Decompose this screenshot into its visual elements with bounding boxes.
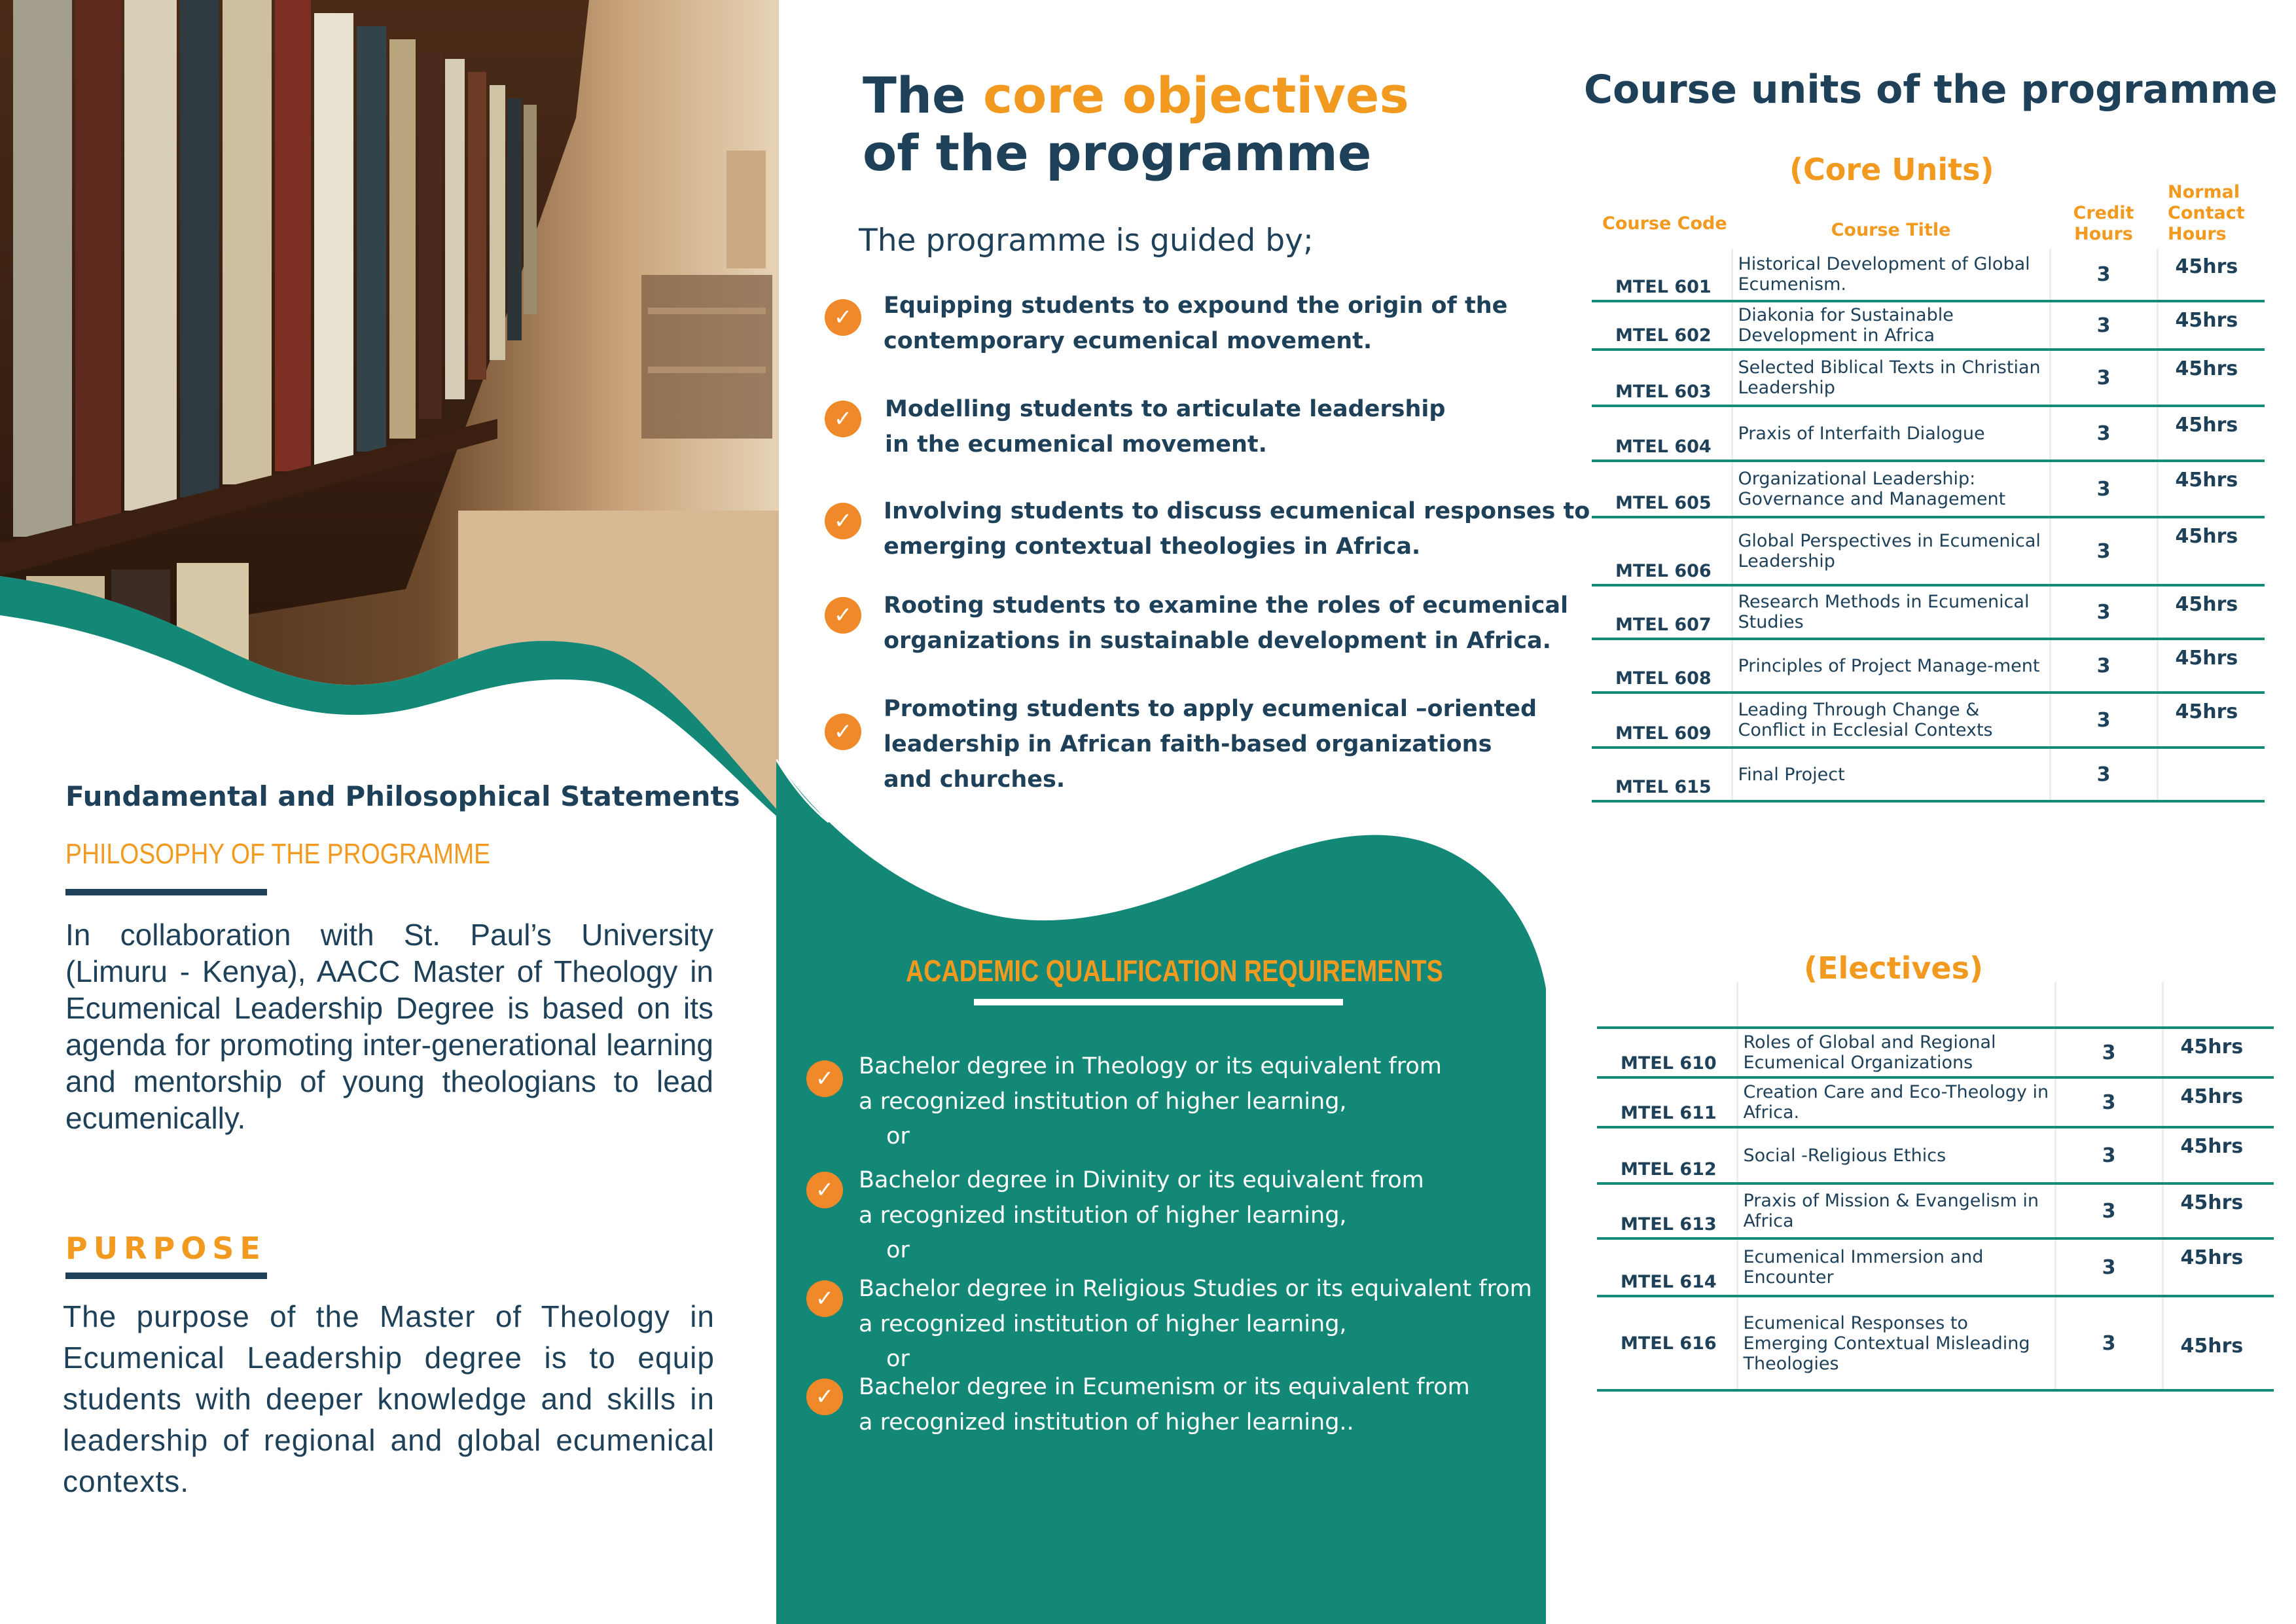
credit-hours: 3 [2050,517,2157,585]
table-row [1592,301,2265,350]
check-icon: ✓ [806,1172,843,1208]
contact-hours: 45hrs [2157,639,2265,693]
philosophy-heading: PHILOSOPHY OF THE PROGRAMME [65,838,491,870]
requirement-item: Bachelor degree in Theology or its equivalent from a recognized institution of higher learning, [859,1053,1442,1115]
requirements-underline [974,999,1343,1005]
objectives-title-line2: of the programme [863,124,1372,182]
course-code: MTEL 607 [1592,585,1732,639]
course-title: Social -Religious Ethics [1737,1127,2055,1183]
credit-hours: 3 [2050,406,2157,461]
header-course-code: Course Code [1602,213,1727,234]
credit-hours: 3 [2050,461,2157,517]
contact-hours: 45hrs [2162,1238,2274,1296]
course-code: MTEL 601 [1592,249,1732,301]
table-row [1592,585,2265,639]
course-code: MTEL 608 [1592,639,1732,693]
table-row [1592,639,2265,693]
electives-heading: (Electives) [1804,950,1984,986]
requirement-item: Bachelor degree in Divinity or its equivalent from a recognized institution of higher learning, [859,1167,1424,1229]
credit-hours: 3 [2055,1077,2162,1127]
objective-item: Involving students to discuss ecumenical responses to emerging contextual theologies in Africa. [884,498,1590,560]
check-icon: ✓ [825,401,861,437]
table-header-row [1592,182,2265,249]
objectives-intro: The programme is guided by; [859,223,1314,259]
contact-hours: 45hrs [2157,693,2265,748]
table-row [1597,1238,2274,1296]
objective-item: Modelling students to articulate leadership in the ecumenical movement. [885,396,1446,458]
philosophy-text: In collaboration with St. Paul’s University (Limuru - Kenya), AACC Master of Theology in Ecumenical Leadership Degree is based on its agenda for promoting inter-generational learning and mentorship of young theologians to lead ecumenically. [65,918,713,1135]
course-title: Ecumenical Immersion and Encounter [1737,1238,2055,1296]
course-code: MTEL 612 [1597,1127,1737,1183]
contact-hours: 45hrs [2157,461,2265,517]
course-title: Organizational Leadership: Governance and Management [1732,461,2050,517]
course-title: Praxis of Interfaith Dialogue [1732,406,2050,461]
course-title: Roles of Global and Regional Ecumenical Organizations [1737,1028,2055,1077]
credit-hours: 3 [2050,639,2157,693]
course-title: Research Methods in Ecumenical Studies [1732,585,2050,639]
contact-hours: 45hrs [2157,585,2265,639]
table-row [1592,517,2265,585]
requirement-item: Bachelor degree in Ecumenism or its equivalent from a recognized institution of higher learning.. [859,1374,1470,1435]
course-code: MTEL 603 [1592,350,1732,406]
credit-hours: 3 [2055,1183,2162,1238]
contact-hours: 45hrs [2157,517,2265,585]
credit-hours: 3 [2050,693,2157,748]
table-row [1592,693,2265,748]
contact-hours: 45hrs [2157,249,2265,301]
purpose-heading: PURPOSE [65,1231,266,1266]
credit-hours: 3 [2055,1238,2162,1296]
course-title: Diakonia for Sustainable Development in Africa [1732,301,2050,350]
course-code: MTEL 613 [1597,1183,1737,1238]
course-title: Global Perspectives in Ecumenical Leadership [1732,517,2050,585]
credit-hours: 3 [2050,249,2157,301]
or-label: or [886,1237,910,1263]
check-icon: ✓ [825,597,861,634]
header-contact-hours: Normal Contact Hours [2168,182,2245,244]
philosophy-underline [65,889,267,895]
table-spacer-row [1597,982,2274,1028]
objective-item: Equipping students to expound the origin of the contemporary ecumenical movement. [884,293,1508,354]
check-icon: ✓ [806,1060,843,1097]
purpose-text: The purpose of the Master of Theology in Ecumenical Leadership degree is to equip students with deeper knowledge and skills in leadership of regional and global ecumenical contexts. [63,1299,715,1498]
course-title: Historical Development of Global Ecumenism. [1732,249,2050,301]
table-row [1592,249,2265,301]
table-row [1597,1077,2274,1127]
table-row [1597,1127,2274,1183]
course-code: MTEL 609 [1592,693,1732,748]
contact-hours: 45hrs [2157,301,2265,350]
purpose-underline [65,1272,267,1279]
or-label: or [886,1123,910,1149]
check-icon: ✓ [806,1280,843,1317]
contact-hours: 45hrs [2162,1077,2274,1127]
core-units-table [1592,182,2265,803]
contact-hours: 45hrs [2157,406,2265,461]
course-code: MTEL 610 [1597,1028,1737,1077]
course-title: Selected Biblical Texts in Christian Leadership [1732,350,2050,406]
contact-hours: 45hrs [2162,1127,2274,1183]
credit-hours: 3 [2050,350,2157,406]
table-row [1592,461,2265,517]
electives-table [1597,982,2274,1392]
requirements-heading: ACADEMIC QUALIFICATION REQUIREMENTS [906,954,1443,988]
check-icon: ✓ [825,503,861,539]
credit-hours: 3 [2050,585,2157,639]
table-row [1592,350,2265,406]
table-row [1597,1183,2274,1238]
course-code: MTEL 604 [1592,406,1732,461]
course-code: MTEL 606 [1592,517,1732,585]
library-bookshelf-photo [0,0,779,818]
objectives-title-highlight: core objectives [982,66,1409,124]
contact-hours: 45hrs [2162,1296,2274,1390]
contact-hours: 45hrs [2162,1183,2274,1238]
table-row [1597,1296,2274,1390]
course-title: Final Project [1732,748,2050,801]
requirement-item: Bachelor degree in Religious Studies or its equivalent from a recognized institution of higher learning, [859,1276,1532,1337]
course-units-title: Course units of the programme [1584,67,2278,113]
course-title: Creation Care and Eco-Theology in Africa. [1737,1077,2055,1127]
check-icon: ✓ [825,713,861,750]
core-units-heading: (Core Units) [1789,152,1994,187]
credit-hours: 3 [2055,1127,2162,1183]
course-code: MTEL 611 [1597,1077,1737,1127]
course-title: Principles of Project Manage-ment [1732,639,2050,693]
course-title: Ecumenical Responses to Emerging Contextual Misleading Theologies [1737,1296,2055,1390]
course-title: Praxis of Mission & Evangelism in Africa [1737,1183,2055,1238]
objective-item: Rooting students to examine the roles of ecumenical organizations in sustainable development in Africa. [884,592,1569,654]
credit-hours: 3 [2050,301,2157,350]
credit-hours: 3 [2050,748,2157,801]
course-code: MTEL 602 [1592,301,1732,350]
fundamental-heading: Fundamental and Philosophical Statements [65,780,740,812]
or-label: or [886,1346,910,1372]
course-code: MTEL 605 [1592,461,1732,517]
check-icon: ✓ [806,1379,843,1415]
course-code: MTEL 615 [1592,748,1732,801]
course-code: MTEL 616 [1597,1296,1737,1390]
header-credit-hours: Credit Hours [2073,203,2134,244]
objective-item: Promoting students to apply ecumenical –oriented leadership in African faith-based organizations and churches. [884,696,1537,793]
contact-hours [2157,748,2265,801]
contact-hours: 45hrs [2162,1028,2274,1077]
credit-hours: 3 [2055,1296,2162,1390]
course-code: MTEL 614 [1597,1238,1737,1296]
objectives-title [863,67,1409,182]
contact-hours: 45hrs [2157,350,2265,406]
table-row [1592,406,2265,461]
credit-hours: 3 [2055,1028,2162,1077]
table-row [1592,748,2265,801]
objectives-title-part1: The [863,66,966,124]
check-icon: ✓ [825,299,861,336]
table-row [1597,1028,2274,1077]
header-course-title: Course Title [1831,220,1951,240]
course-title: Leading Through Change & Conflict in Ecclesial Contexts [1732,693,2050,748]
